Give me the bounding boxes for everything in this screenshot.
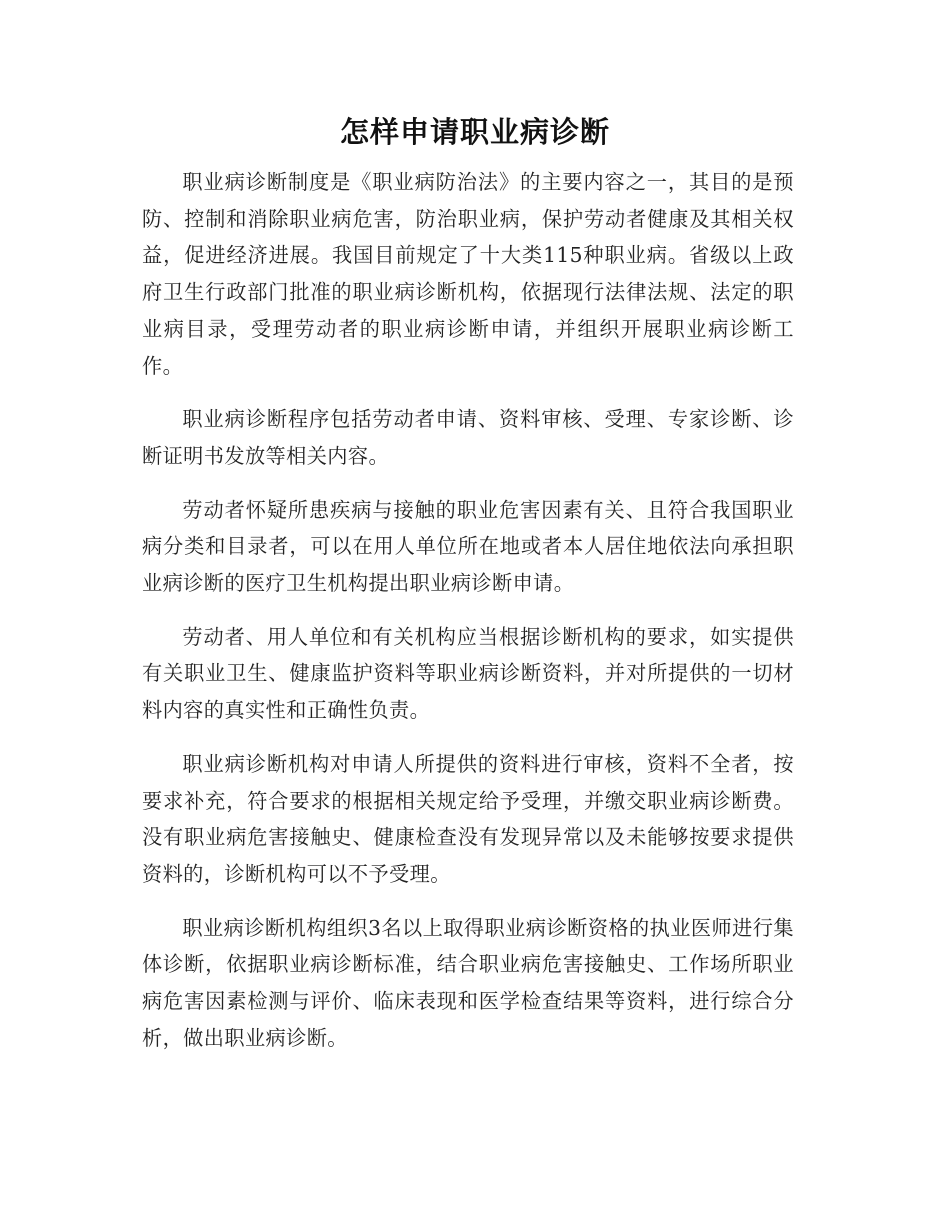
paragraph-2: 职业病诊断程序包括劳动者申请、资料审核、受理、专家诊断、诊断证明书发放等相关内容。: [142, 407, 794, 468]
paragraph-1: 职业病诊断制度是《职业病防治法》的主要内容之一，其目的是预防、控制和消除职业病危害，防治职业病，保护劳动者健康及其相关权益，促进经济进展。我国目前规定了十大类115种职业病。省级以上政府卫生行政部门批准的职业病诊断机构，依据现行法律法规、法定的职业病目录，受理劳动者的职业病诊断申请，并组织开展职业病诊断工作。: [142, 170, 794, 378]
document-title: 怎样申请职业病诊断: [339, 115, 610, 149]
paragraph-5: 职业病诊断机构对申请人所提供的资料进行审核，资料不全者，按要求补充，符合要求的根据相关规定给予受理，并缴交职业病诊断费。没有职业病危害接触史、健康检查没有发现异常以及未能够按要求提供资料的，诊断机构可以不予受理。: [142, 751, 794, 886]
paragraph-4: 劳动者、用人单位和有关机构应当根据诊断机构的要求，如实提供有关职业卫生、健康监护资料等职业病诊断资料，并对所提供的一切材料内容的真实性和正确性负责。: [142, 624, 794, 723]
document-body: [142, 164, 794, 1073]
paragraph-6: 职业病诊断机构组织3名以上取得职业病诊断资格的执业医师进行集体诊断，依据职业病诊断标准，结合职业病危害接触史、工作场所职业病危害因素检测与评价、临床表现和医学检查结果等资料，进行综合分析，做出职业病诊断。: [142, 915, 794, 1050]
paragraph-3: 劳动者怀疑所患疾病与接触的职业危害因素有关、且符合我国职业病分类和目录者，可以在用人单位所在地或者本人居住地依法向承担职业病诊断的医疗卫生机构提出职业病诊断申请。: [142, 497, 794, 596]
